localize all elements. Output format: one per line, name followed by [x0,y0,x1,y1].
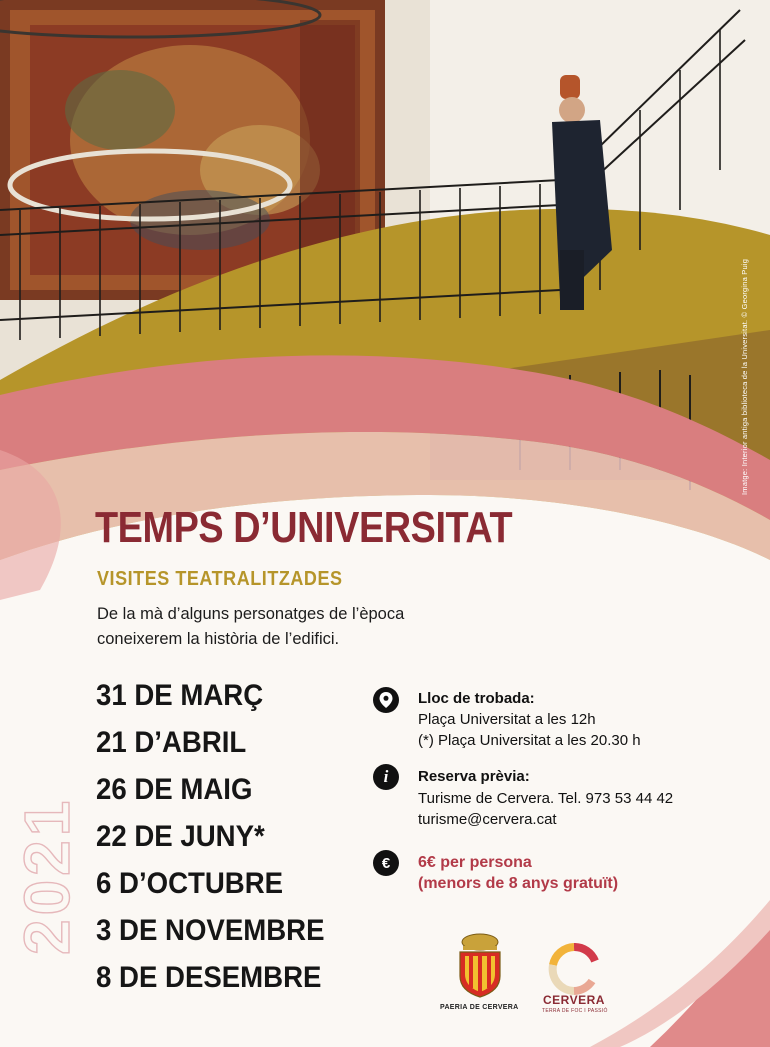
meeting-line-2: (*) Plaça Universitat a les 20.30 h [418,732,641,749]
paeria-coat-of-arms-logo [455,932,505,998]
description-line-1: De la mà d’alguns personatges de l’època [97,605,405,623]
booking-heading: Reserva prèvia: [418,768,530,785]
euro-icon: € [373,850,399,876]
event-subtitle: VISITES TEATRALITZADES [97,568,343,590]
info-icon: i [373,764,399,790]
booking-email[interactable]: turisme@cervera.cat [418,811,557,828]
description-line-2: coneixerem la història de l’edifici. [97,630,340,648]
cervera-wordmark: CERVERA [543,993,605,1007]
cervera-tagline: TERRA DE FOC I PASSIÓ [542,1008,608,1014]
date-item: 26 DE MAIG [96,773,253,806]
event-description [97,602,404,652]
date-item: 8 DE DESEMBRE [96,961,322,994]
photo-credit: Imatge: Interior antiga biblioteca de la Universitat. © Georgina Puig [740,258,749,495]
location-pin-icon [373,687,399,713]
price-line-1: 6€ per persona [418,854,532,871]
dates-list [96,676,344,1005]
date-item: 3 DE NOVEMBRE [96,914,325,947]
year-outline: 2021 [11,796,83,955]
cervera-logo [548,943,600,995]
booking-line-1: Turisme de Cervera. Tel. 973 53 44 42 [418,790,674,807]
event-title: TEMPS D’UNIVERSITAT [95,503,513,552]
meeting-line-1: Plaça Universitat a les 12h [418,711,596,728]
date-item: 21 D’ABRIL [96,726,247,759]
price-line-2: (menors de 8 anys gratuït) [418,875,619,892]
meeting-heading: Lloc de trobada: [418,690,535,707]
date-item: 6 D’OCTUBRE [96,867,284,900]
date-item: 31 DE MARÇ [96,679,264,712]
paeria-caption: PAERIA DE CERVERA [440,1004,519,1011]
date-item: 22 DE JUNY* [96,820,265,853]
